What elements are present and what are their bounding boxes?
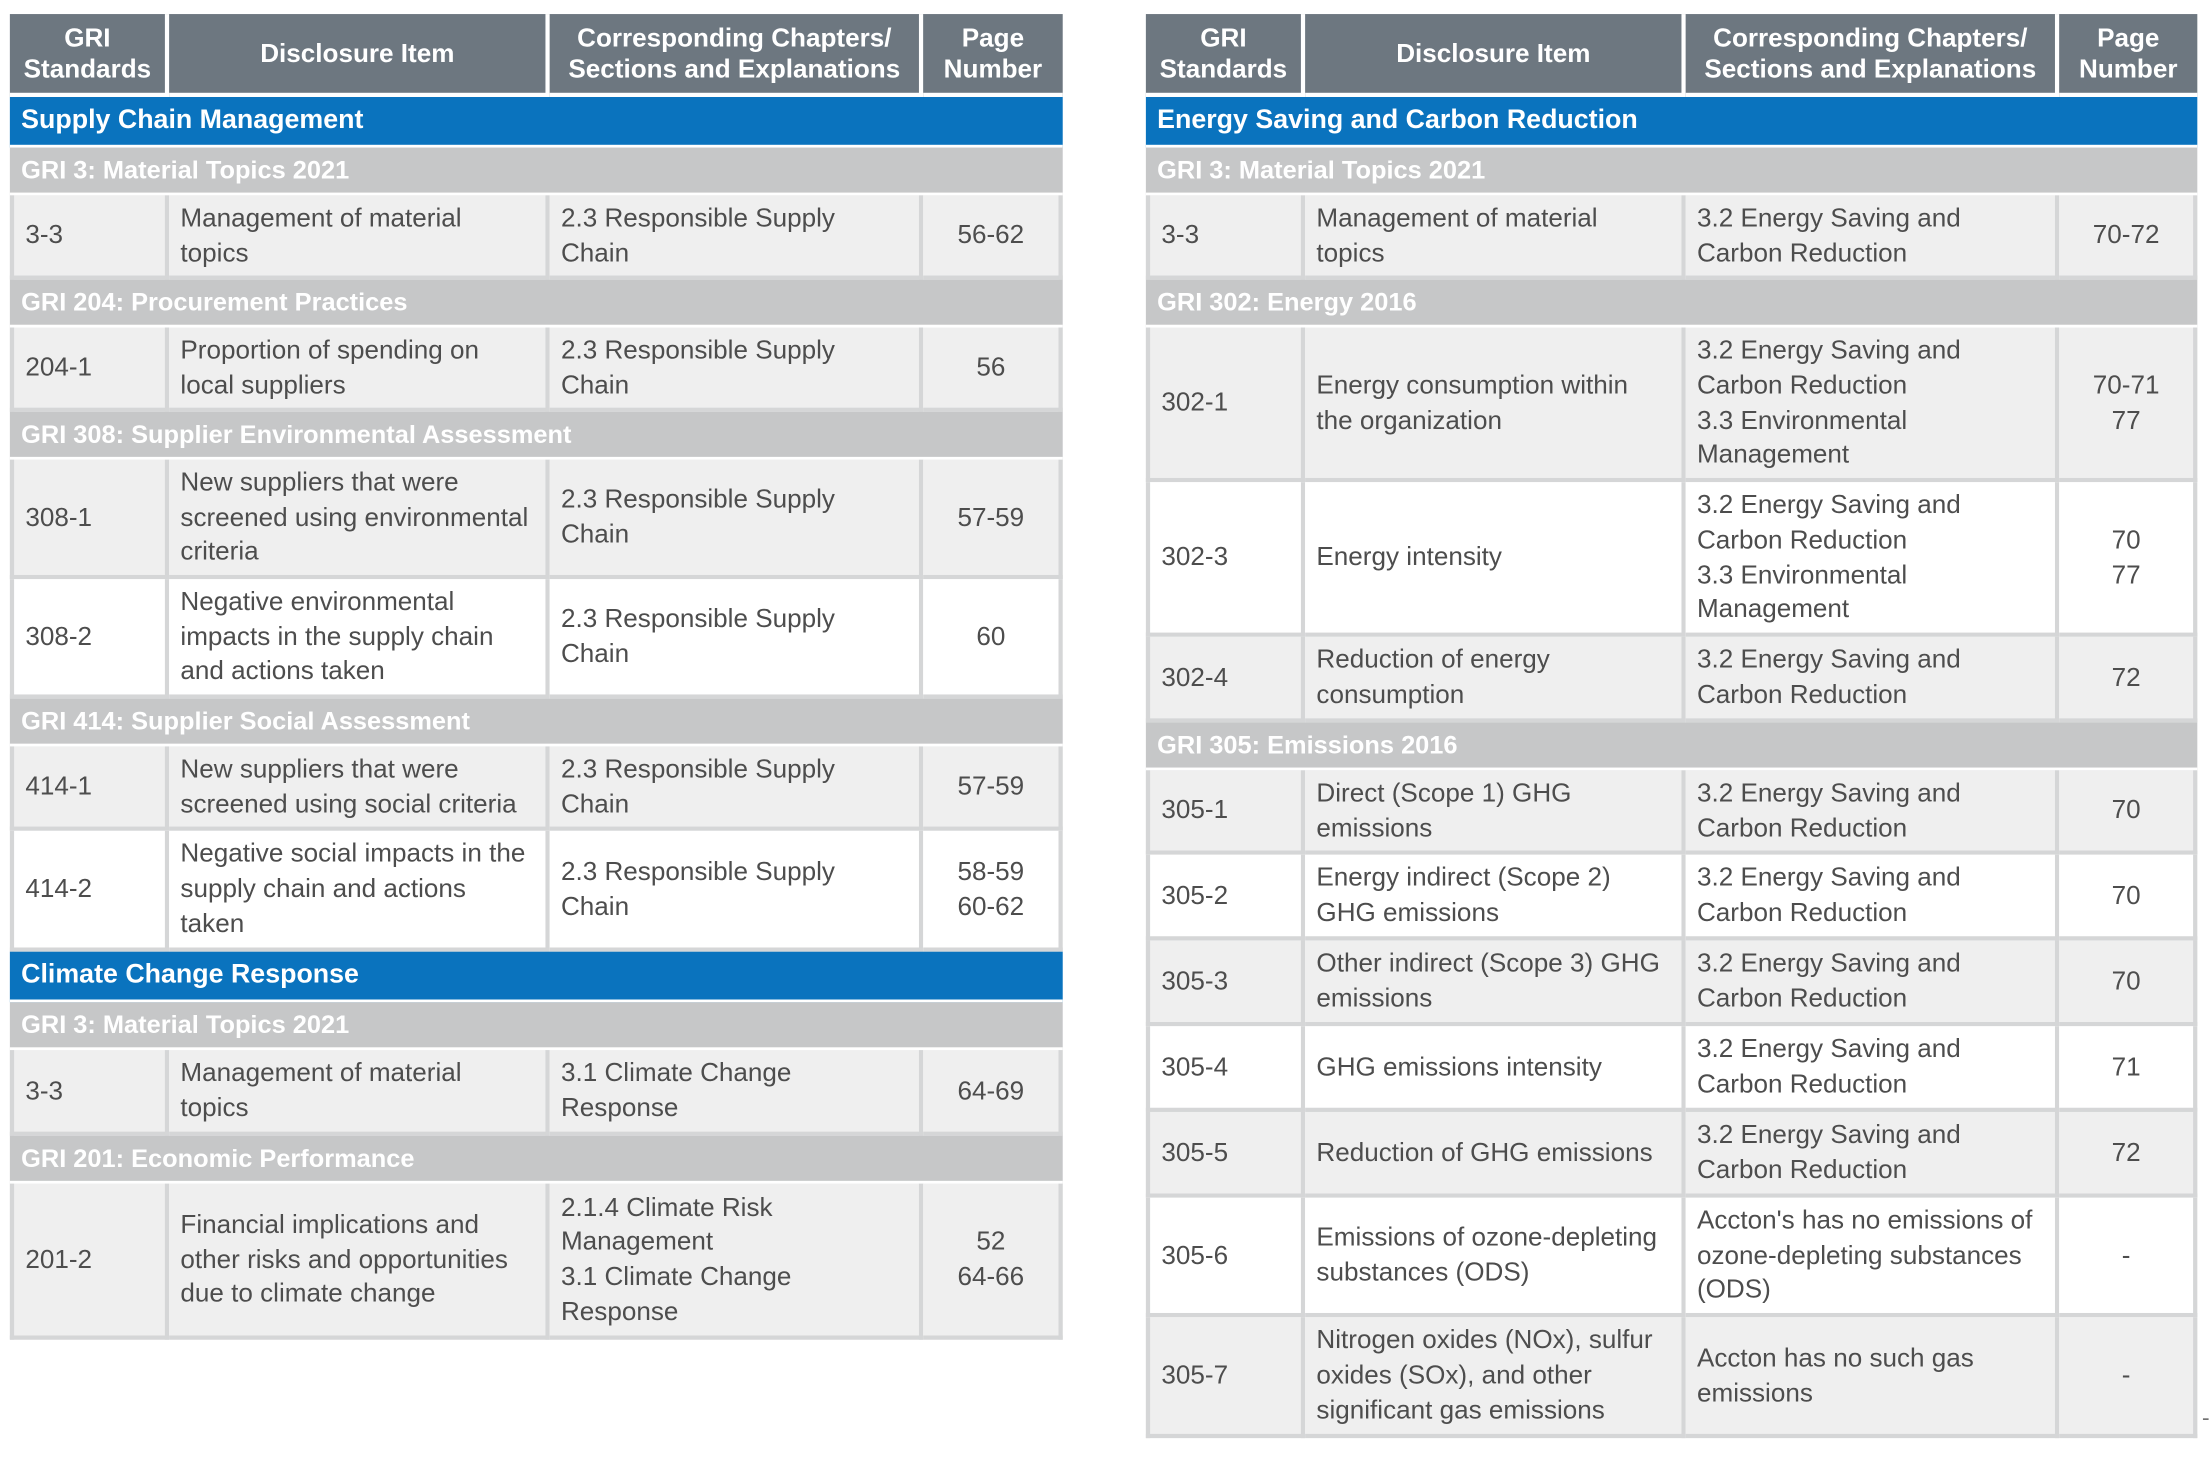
table-row xyxy=(1146,482,2197,637)
disclosure-item: New suppliers that were screened using environmental criteria xyxy=(169,460,550,579)
gri-code: 305-2 xyxy=(1146,855,1305,941)
corresponding-chapter: 2.3 Responsible Supply Chain xyxy=(550,195,924,279)
corresponding-chapter: 3.2 Energy Saving and Carbon Reduction xyxy=(1686,770,2060,854)
table-row xyxy=(1146,328,2197,483)
gri-code: 308-2 xyxy=(10,579,169,698)
page-number: 64-69 xyxy=(923,1050,1063,1136)
table-row xyxy=(1146,940,2197,1026)
standard-group-row xyxy=(10,280,1063,328)
gri-code: 305-7 xyxy=(1146,1317,1305,1438)
header-gri-standards: GRI Standards xyxy=(10,14,169,97)
gri-code: 3-3 xyxy=(1146,195,1305,279)
disclosure-item: Management of material topics xyxy=(169,195,550,279)
table-row xyxy=(1146,1317,2197,1438)
gri-code: 302-3 xyxy=(1146,482,1305,637)
disclosure-item: Proportion of spending on local suppliers xyxy=(169,328,550,412)
disclosure-item: Energy intensity xyxy=(1305,482,1686,637)
gri-code: 302-4 xyxy=(1146,637,1305,723)
table-row xyxy=(10,1050,1063,1136)
corresponding-chapter: 2.3 Responsible Supply Chain xyxy=(550,579,924,698)
disclosure-item: Direct (Scope 1) GHG emissions xyxy=(1305,770,1686,854)
gri-code: 204-1 xyxy=(10,328,169,412)
header-row xyxy=(1146,14,2197,97)
gri-code: 305-5 xyxy=(1146,1112,1305,1198)
header-page-number: Page Number xyxy=(2059,14,2197,97)
header-gri-standards: GRI Standards xyxy=(1146,14,1305,97)
disclosure-item: New suppliers that were screened using social criteria xyxy=(169,746,550,830)
corresponding-chapter: 2.3 Responsible Supply Chain xyxy=(550,328,924,412)
page-number: 56 xyxy=(923,328,1063,412)
gri-code: 305-4 xyxy=(1146,1026,1305,1112)
section-row xyxy=(10,952,1063,1003)
page-number: 60 xyxy=(923,579,1063,698)
table-row xyxy=(10,460,1063,579)
table-row xyxy=(1146,195,2197,279)
section-title: Climate Change Response xyxy=(10,952,1063,1003)
header-row xyxy=(10,14,1063,97)
corresponding-chapter: 3.2 Energy Saving and Carbon Reduction 3.3 Environmental Management xyxy=(1686,482,2060,637)
page-number: 58-59 60-62 xyxy=(923,831,1063,952)
corresponding-chapter: 3.2 Energy Saving and Carbon Reduction xyxy=(1686,637,2060,723)
disclosure-item: Other indirect (Scope 3) GHG emissions xyxy=(1305,940,1686,1026)
standard-group-row xyxy=(10,1136,1063,1184)
disclosure-item: GHG emissions intensity xyxy=(1305,1026,1686,1112)
table-row xyxy=(10,195,1063,279)
page-number: 70 xyxy=(2059,770,2197,854)
gri-code: 308-1 xyxy=(10,460,169,579)
edge-mark xyxy=(2203,1418,2209,1419)
page-number: - xyxy=(2059,1317,2197,1438)
standard-group-row xyxy=(1146,280,2197,328)
page-number: 57-59 xyxy=(923,746,1063,830)
gri-code: 414-2 xyxy=(10,831,169,952)
table-row xyxy=(10,831,1063,952)
standard-group-row xyxy=(10,148,1063,196)
page-number: 57-59 xyxy=(923,460,1063,579)
corresponding-chapter: 2.1.4 Climate Risk Management 3.1 Climate Change Response xyxy=(550,1184,924,1340)
table-row xyxy=(1146,855,2197,941)
page-number: 70 xyxy=(2059,855,2197,941)
corresponding-chapter: 3.2 Energy Saving and Carbon Reduction xyxy=(1686,1026,2060,1112)
gri-code: 3-3 xyxy=(10,195,169,279)
standard-group-row xyxy=(1146,148,2197,196)
disclosure-item: Emissions of ozone-depleting substances (ODS) xyxy=(1305,1198,1686,1317)
page-number: - xyxy=(2059,1198,2197,1317)
page-number: 70-71 77 xyxy=(2059,328,2197,483)
disclosure-item: Management of material topics xyxy=(169,1050,550,1136)
standard-group-row xyxy=(1146,723,2197,771)
gri-code: 201-2 xyxy=(10,1184,169,1340)
standard-group-row xyxy=(10,1002,1063,1050)
gri-code: 305-6 xyxy=(1146,1198,1305,1317)
standard-group-title: GRI 3: Material Topics 2021 xyxy=(1146,148,2197,196)
corresponding-chapter: 2.3 Responsible Supply Chain xyxy=(550,746,924,830)
page-number: 70-72 xyxy=(2059,195,2197,279)
corresponding-chapter: 3.1 Climate Change Response xyxy=(550,1050,924,1136)
page-number: 52 64-66 xyxy=(923,1184,1063,1340)
corresponding-chapter: 3.2 Energy Saving and Carbon Reduction xyxy=(1686,195,2060,279)
page-number: 56-62 xyxy=(923,195,1063,279)
table-row xyxy=(1146,1198,2197,1317)
table-row xyxy=(1146,1112,2197,1198)
header-page-number: Page Number xyxy=(923,14,1063,97)
disclosure-item: Management of material topics xyxy=(1305,195,1686,279)
corresponding-chapter: Accton has no such gas emissions xyxy=(1686,1317,2060,1438)
corresponding-chapter: 3.2 Energy Saving and Carbon Reduction xyxy=(1686,940,2060,1026)
table-row xyxy=(10,328,1063,412)
table-row xyxy=(10,579,1063,698)
header-disclosure-item: Disclosure Item xyxy=(169,14,550,97)
standard-group-title: GRI 3: Material Topics 2021 xyxy=(10,148,1063,196)
table-row xyxy=(1146,637,2197,723)
gri-code: 305-3 xyxy=(1146,940,1305,1026)
standard-group-title: GRI 201: Economic Performance xyxy=(10,1136,1063,1184)
disclosure-item: Nitrogen oxides (NOx), sulfur oxides (SOx), and other significant gas emissions xyxy=(1305,1317,1686,1438)
standard-group-title: GRI 302: Energy 2016 xyxy=(1146,280,2197,328)
standard-group-title: GRI 414: Supplier Social Assessment xyxy=(10,699,1063,747)
table-row xyxy=(1146,770,2197,854)
section-title: Supply Chain Management xyxy=(10,97,1063,148)
gri-table-right xyxy=(1146,14,2197,1438)
corresponding-chapter: 2.3 Responsible Supply Chain xyxy=(550,831,924,952)
corresponding-chapter: 3.2 Energy Saving and Carbon Reduction xyxy=(1686,855,2060,941)
table-row xyxy=(10,746,1063,830)
corresponding-chapter: 2.3 Responsible Supply Chain xyxy=(550,460,924,579)
table-row xyxy=(10,1184,1063,1340)
header-disclosure-item: Disclosure Item xyxy=(1305,14,1686,97)
header-corresponding-chapters: Corresponding Chapters/ Sections and Explanations xyxy=(550,14,924,97)
section-title: Energy Saving and Carbon Reduction xyxy=(1146,97,2197,148)
corresponding-chapter: 3.2 Energy Saving and Carbon Reduction xyxy=(1686,1112,2060,1198)
page-number: 72 xyxy=(2059,637,2197,723)
table-row xyxy=(1146,1026,2197,1112)
disclosure-item: Energy consumption within the organization xyxy=(1305,328,1686,483)
disclosure-item: Negative social impacts in the supply chain and actions taken xyxy=(169,831,550,952)
standard-group-title: GRI 308: Supplier Environmental Assessment xyxy=(10,412,1063,460)
standard-group-title: GRI 204: Procurement Practices xyxy=(10,280,1063,328)
page-number: 70 xyxy=(2059,940,2197,1026)
disclosure-item: Reduction of GHG emissions xyxy=(1305,1112,1686,1198)
disclosure-item: Financial implications and other risks and opportunities due to climate change xyxy=(169,1184,550,1340)
disclosure-item: Reduction of energy consumption xyxy=(1305,637,1686,723)
disclosure-item: Energy indirect (Scope 2) GHG emissions xyxy=(1305,855,1686,941)
page-number: 72 xyxy=(2059,1112,2197,1198)
page-number: 71 xyxy=(2059,1026,2197,1112)
disclosure-item: Negative environmental impacts in the supply chain and actions taken xyxy=(169,579,550,698)
standard-group-row xyxy=(10,699,1063,747)
corresponding-chapter: 3.2 Energy Saving and Carbon Reduction 3.3 Environmental Management xyxy=(1686,328,2060,483)
gri-code: 414-1 xyxy=(10,746,169,830)
standard-group-title: GRI 305: Emissions 2016 xyxy=(1146,723,2197,771)
section-row xyxy=(1146,97,2197,148)
gri-table-left xyxy=(10,14,1063,1340)
corresponding-chapter: Accton's has no emissions of ozone-depleting substances (ODS) xyxy=(1686,1198,2060,1317)
gri-code: 302-1 xyxy=(1146,328,1305,483)
page-number: 70 77 xyxy=(2059,482,2197,637)
gri-code: 305-1 xyxy=(1146,770,1305,854)
section-row xyxy=(10,97,1063,148)
header-corresponding-chapters: Corresponding Chapters/ Sections and Explanations xyxy=(1686,14,2060,97)
standard-group-title: GRI 3: Material Topics 2021 xyxy=(10,1002,1063,1050)
gri-code: 3-3 xyxy=(10,1050,169,1136)
standard-group-row xyxy=(10,412,1063,460)
